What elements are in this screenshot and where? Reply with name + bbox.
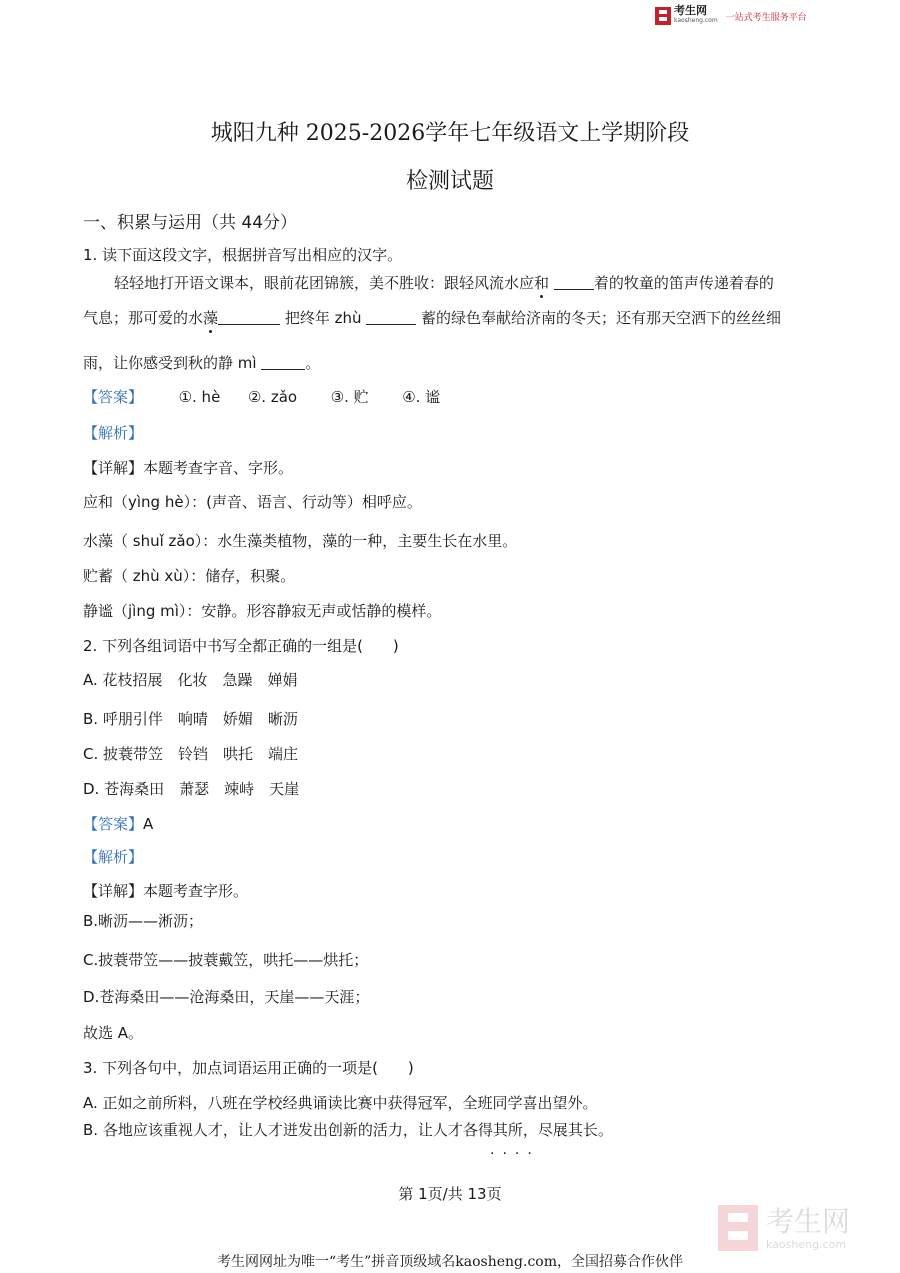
q1-analysis-label: 【解析】 [83,424,144,442]
q1-blank-4[interactable] [261,355,305,370]
q2-option-c: C. 披蓑带笠 铃铛 哄托 端庄 [83,745,299,763]
q1-dotted-char: 藻 [203,309,219,327]
q2-detail-3: D.苍海桑田——沧海桑田，天崖——天涯； [83,988,370,1006]
q1-passage-line1 [114,272,774,293]
q2-option-a: A. 花枝招展 化妆 急躁 婵娟 [83,671,298,689]
q1-passage-text: 把终年 zhù [284,309,362,327]
q1-answer-row [83,386,440,407]
q2-analysis-label: 【解析】 [83,848,144,866]
q1-passage-text: 蓄的绿色奉献给济南的冬天；还有那天空洒下的丝丝细 [421,309,782,327]
logo-domain: kaosheng.com [674,17,718,24]
q1-detail-2: 水藻（ shuǐ zǎo）：水生藻类植物，藻的一种，主要生长在水里。 [83,532,518,550]
page-number: 第 1页/共 13页 [398,1185,502,1203]
q1-passage-text: 。 [305,354,321,372]
q1-blank-1[interactable] [554,275,594,290]
answer-label: 【答案】 [83,815,144,833]
q1-answer-1: ①. hè [178,388,221,406]
q1-passage-line3 [83,352,320,373]
q2-detail-1: B.晰沥——淅沥； [83,912,204,930]
logo-name: 考生网 [674,4,707,17]
q1-passage-text: 轻轻地打开语文课本，眼前花团锦簇，美不胜收：跟轻风流水应 [114,274,535,292]
q1-detail: 【详解】本题考查字音、字形。 [83,459,294,477]
q1-passage-text: 雨，让你感受到秋的静 mì [83,354,257,372]
watermark-text [766,1206,850,1251]
kaosheng-watermark [718,1205,850,1251]
document-title-line1: 城阳九种 2025-2026学年七年级语文上学期阶段 [210,121,690,146]
q2-detail-4: 故选 A。 [83,1024,144,1042]
q2-answer: A [143,815,154,833]
q1-blank-2[interactable] [218,310,280,325]
q2-detail-2: C.披蓑带笠——披蓑戴笠，哄托——烘托； [83,951,369,969]
q1-answer-3: ③. 贮 [330,388,369,406]
q2-option-b: B. 呼朋引伴 响晴 娇媚 晰沥 [83,710,298,728]
q2-prompt: 2. 下列各组词语中书写全都正确的一组是( ) [83,637,399,655]
q2-option-d: D. 苍海桑田 萧瑟 竦峙 天崖 [83,780,300,798]
q1-answer-2: ②. zǎo [247,388,298,406]
q1-prompt: 1. 读下面这段文字，根据拼音写出相应的汉字。 [83,246,403,264]
q2-detail: 【详解】本题考查字形。 [83,882,249,900]
continuation-dots: ···· [490,1146,540,1162]
q1-blank-3[interactable] [366,310,416,325]
q1-answer-4: ④. 谧 [402,388,441,406]
footer-site-notice: 考生网网址为唯一“考生”拼音顶级域名kaosheng.com，全国招募合作伙伴 [216,1254,684,1270]
q1-passage-text: 气息；那可爱的水 [83,309,204,327]
q1-detail-3: 贮蓄（ zhù xù）：储存，积聚。 [83,567,296,585]
q3-option-b: B. 各地应该重视人才，让人才迸发出创新的活力，让人才各得其所，尽展其长。 [83,1121,613,1139]
header-slogan: 一站式考生服务平台 [725,12,807,23]
header-logo [655,6,807,26]
q1-detail-4: 静谧（jìng mì）：安静。形容静寂无声或恬静的模样。 [83,602,442,620]
q1-dotted-char: 和 [534,274,550,292]
logo-text [674,6,718,26]
q3-prompt: 3. 下列各句中，加点词语运用正确的一项是( ) [83,1059,414,1077]
q1-passage-line2 [83,307,781,328]
kaosheng-logo-icon [655,7,671,25]
q3-option-a: A. 正如之前所料，八班在学校经典诵读比赛中获得冠军，全班同学喜出望外。 [83,1094,598,1112]
section-heading: 一、积累与运用（共 44分） [83,213,298,233]
document-title-line2: 检测试题 [405,169,494,194]
watermark-domain: kaosheng.com [766,1237,847,1251]
watermark-name: 考生网 [766,1204,851,1238]
q1-passage-text: 着的牧童的笛声传递着春的 [593,274,774,292]
watermark-logo-icon [718,1205,758,1251]
q2-answer-row [83,813,153,834]
answer-label: 【答案】 [83,388,144,406]
q1-detail-1: 应和（yìng hè）：(声音、语言、行动等）相呼应。 [83,493,422,511]
